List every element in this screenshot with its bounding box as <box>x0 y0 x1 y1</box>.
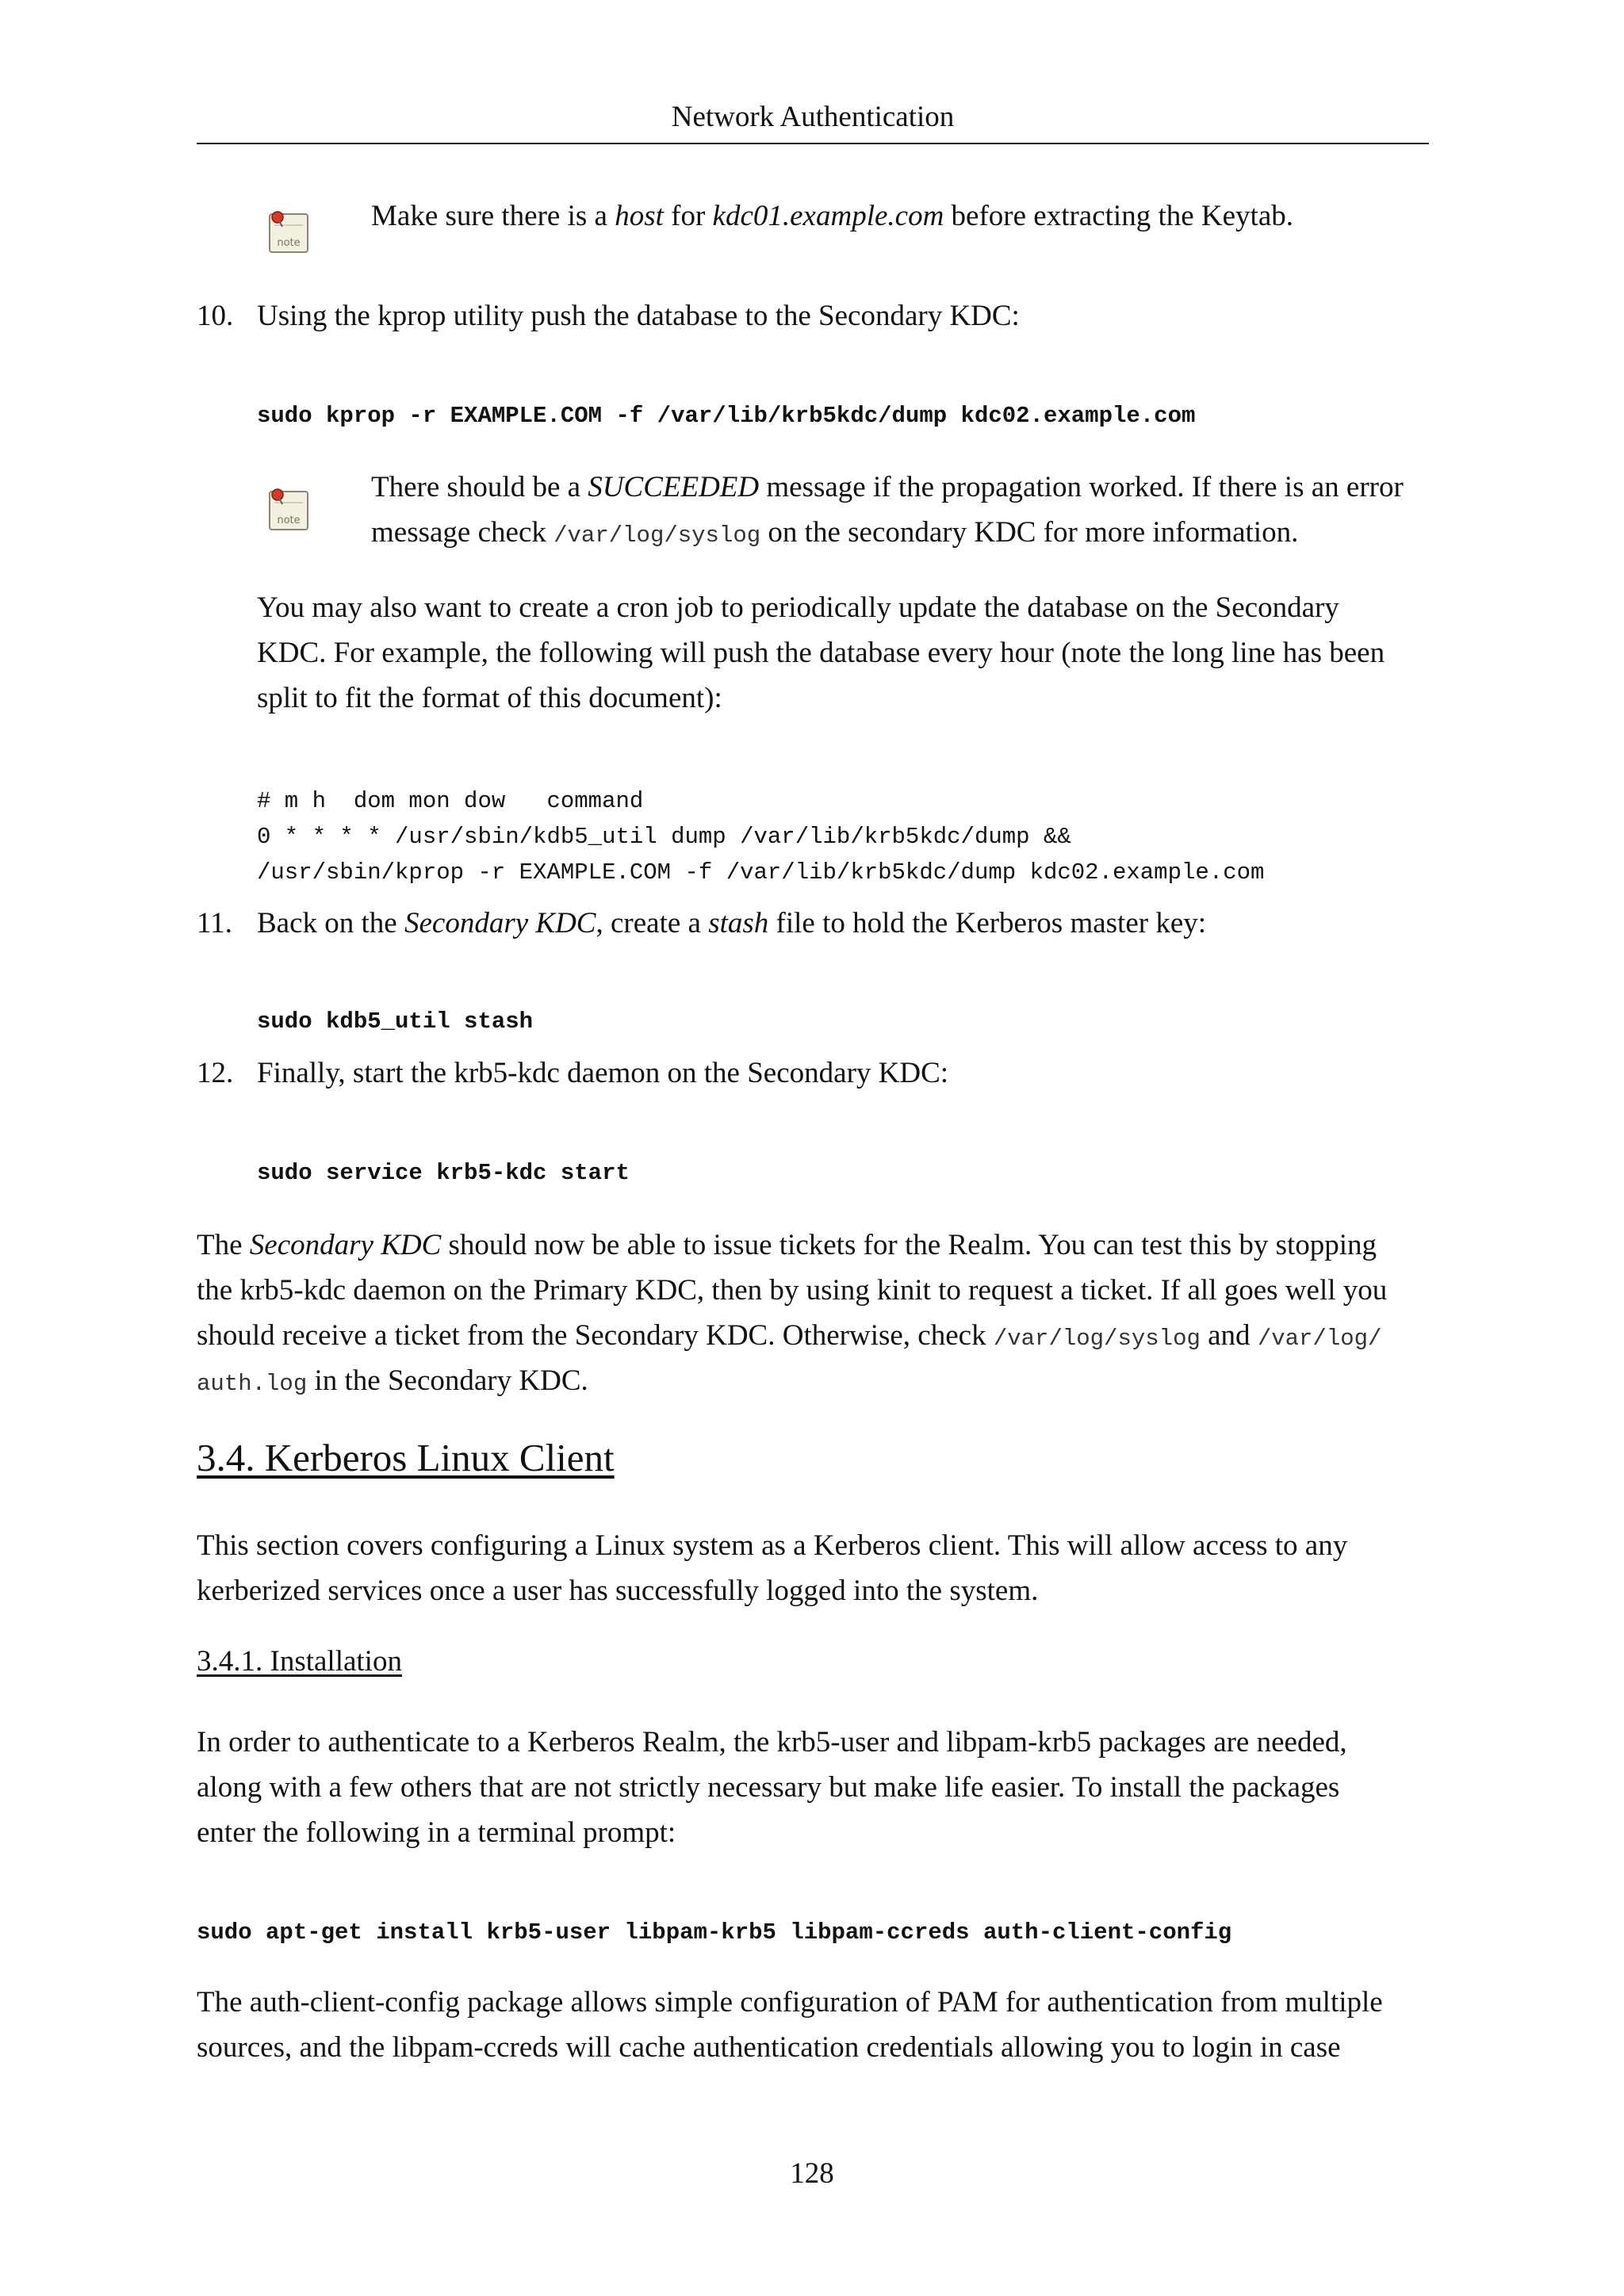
subsection-paragraph-line: The auth-client-config package allows simple configuration of PAM for authentication from multiple <box>197 1986 1383 2019</box>
note-icon <box>266 208 312 257</box>
cron-code-line: # m h dom mon dow command <box>257 788 644 814</box>
command-service-start: sudo service krb5-kdc start <box>257 1160 630 1186</box>
subsection-paragraph-line: enter the following in a terminal prompt: <box>197 1816 676 1849</box>
step-text: Finally, start the krb5-kdc daemon on the Secondary KDC: <box>257 1057 949 1089</box>
page-number: 128 <box>790 2157 834 2190</box>
step-number: 10. <box>197 300 234 332</box>
note-icon <box>266 485 312 534</box>
section-paragraph-line: kerberized services once a user has successfully logged into the system. <box>197 1575 1039 1607</box>
cron-code-line: /usr/sbin/kprop -r EXAMPLE.COM -f /var/lib/krb5kdc/dump kdc02.example.com <box>257 859 1265 886</box>
cron-paragraph-line: You may also want to create a cron job to periodically update the database on the Secondary <box>257 591 1339 624</box>
summary-line: the krb5-kdc daemon on the Primary KDC, then by using kinit to request a ticket. If all goes well you <box>197 1274 1388 1307</box>
note-text-keytab: Make sure there is a host for kdc01.example.com before extracting the Keytab. <box>371 200 1294 232</box>
command-apt-get: sudo apt-get install krb5-user libpam-krb5 libpam-ccreds auth-client-config <box>197 1919 1232 1946</box>
section-paragraph-line: This section covers configuring a Linux system as a Kerberos client. This will allow access to any <box>197 1529 1348 1562</box>
summary-line: should receive a ticket from the Secondary KDC. Otherwise, check /var/log/syslog and /var/log/ <box>197 1319 1382 1352</box>
note-text-succeeded: There should be a SUCCEEDED message if the propagation worked. If there is an error <box>371 471 1404 503</box>
summary-line: auth.log in the Secondary KDC. <box>197 1364 588 1397</box>
subsection-paragraph-line: In order to authenticate to a Kerberos Realm, the krb5-user and libpam-krb5 packages are needed, <box>197 1726 1347 1758</box>
cron-paragraph-line: KDC. For example, the following will push the database every hour (note the long line has been <box>257 637 1385 669</box>
svg-text:note: note <box>277 237 301 249</box>
subsection-paragraph-line: sources, and the libpam-ccreds will cache authentication credentials allowing you to login in case <box>197 2031 1341 2064</box>
cron-code-line: 0 * * * * /usr/sbin/kdb5_util dump /var/lib/krb5kdc/dump && <box>257 824 1071 850</box>
step-text: Back on the Secondary KDC, create a stash file to hold the Kerberos master key: <box>257 907 1207 939</box>
step-text: Using the kprop utility push the database to the Secondary KDC: <box>257 300 1020 332</box>
subsection-paragraph-line: along with a few others that are not strictly necessary but make life easier. To install the packages <box>197 1771 1340 1804</box>
command-stash: sudo kdb5_util stash <box>257 1008 534 1035</box>
svg-text:note: note <box>277 515 301 526</box>
cron-paragraph-line: split to fit the format of this document): <box>257 682 722 714</box>
note-text-syslog: message check /var/log/syslog on the secondary KDC for more information. <box>371 516 1299 549</box>
page-header: Network Authentication <box>197 98 1429 144</box>
section-heading: 3.4. Kerberos Linux Client <box>197 1436 615 1479</box>
subsection-heading: 3.4.1. Installation <box>197 1645 402 1678</box>
summary-line: The Secondary KDC should now be able to issue tickets for the Realm. You can test this by stopping <box>197 1229 1377 1261</box>
step-number: 11. <box>197 907 232 939</box>
step-number: 12. <box>197 1057 234 1089</box>
command-kprop: sudo kprop -r EXAMPLE.COM -f /var/lib/krb5kdc/dump kdc02.example.com <box>257 403 1196 429</box>
